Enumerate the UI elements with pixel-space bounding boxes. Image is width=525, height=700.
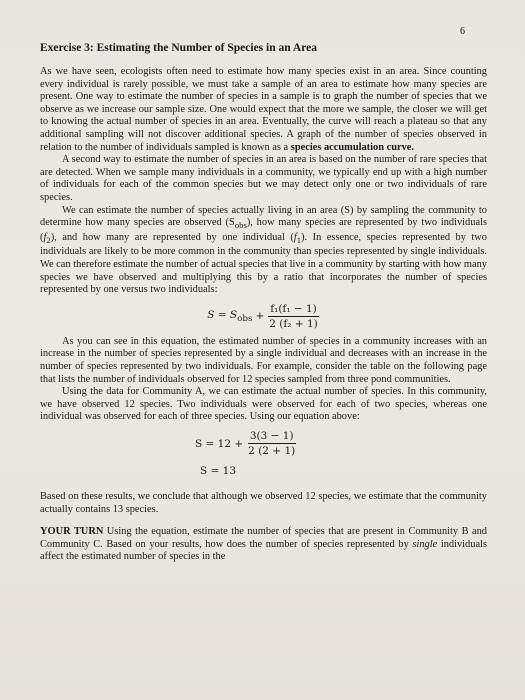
paragraph-community-a: Using the data for Community A, we can estimate the actual number of species. In this community, we have observed 12 species. Two individuals were observed for each of two species, whereas one individual was observed for each of three species. Using our equation above: [40, 386, 487, 423]
equation-general: $S = S_{obs}$ + $\frac{\text{f₁(f₁ − 1)}}{\text{2 (f₂ + 1)}}$ [207, 302, 318, 330]
term-species-accumulation-curve: species accumulation curve. [290, 141, 415, 153]
paragraph-equation-explanation: As you can see in this equation, the estimated number of species in a community increases with an increase in the number of species represented by a single individual and decreases with an increase in the number of species represented by two individuals. For example, consider the table on the following page that lists the number of individuals observed for 12 species sampled from three pond communities. [40, 335, 487, 385]
paragraph-conclusion: Based on these results, we conclude that although we observed 12 species, we estimate that the community actually contains 13 species. [40, 491, 487, 515]
equation-result: S = 13 [200, 465, 237, 477]
paragraph-species-accumulation: As we have seen, ecologists often need to estimate how many species exist in an area. Since counting every individual is rarely possible, we must take a sample of an area to estimate how many species are present. One way to estimate the number of species in a sample is to graph the number of species that we observe as we increase our sample size. One would expect that the more we sample, the closer we will get to knowing the actual number of species in an area. Eventually, the curve will reach a plateau so that any additional sampling will not discover additional species. A graph of the number of species observed in relation to the number of individuals sampled is known as a species accumulation curve. [40, 66, 487, 153]
paragraph-your-turn: YOUR TURN Using the equation, estimate the number of species that are present in Community B and Community C. Based on your results, how does the number of species represented by single individuals affect the estimated number of species in the [40, 526, 487, 563]
paragraph-rare-species: A second way to estimate the number of species in an area is based on the number of rare species that are detected. When we sample many individuals in a community, we typically end up with a high number of individuals for each of the common species but we may detect only one or two individuals of rare species. [40, 154, 487, 203]
exercise-title: Exercise 3: Estimating the Number of Species in an Area [40, 42, 317, 54]
equation-community-a-fraction: $\frac{3(3 - 1)}{2 (2 + 1)}$ [248, 430, 296, 457]
page-number: 6 [460, 26, 465, 37]
paragraph-estimation-method: We can estimate the number of species actually living in an area (S) by sampling the community to determine how many species are observed $(S_{obs})$, how many species are represented by two individuals $(f_2)$, and how many are represented by one individual $(f_1)$. In essence, species represented by two individuals are likely to be more common in the community than species represented by single individuals. We can therefore estimate the number of actual species that live in a community by starting with how many species we have observed and multiplying this by a ratio that incorporates the number of species represented by one versus two individuals: [40, 204, 487, 296]
equation-community-a: S = 12 + $\frac{3(3 - 1)}{2 (2 + 1)}$ [195, 430, 296, 457]
your-turn-label: YOUR TURN [40, 526, 104, 538]
equation-general-fraction: $\frac{\text{f₁(f₁ − 1)}}{\text{2 (f₂ + 1)}}$ [269, 302, 318, 330]
